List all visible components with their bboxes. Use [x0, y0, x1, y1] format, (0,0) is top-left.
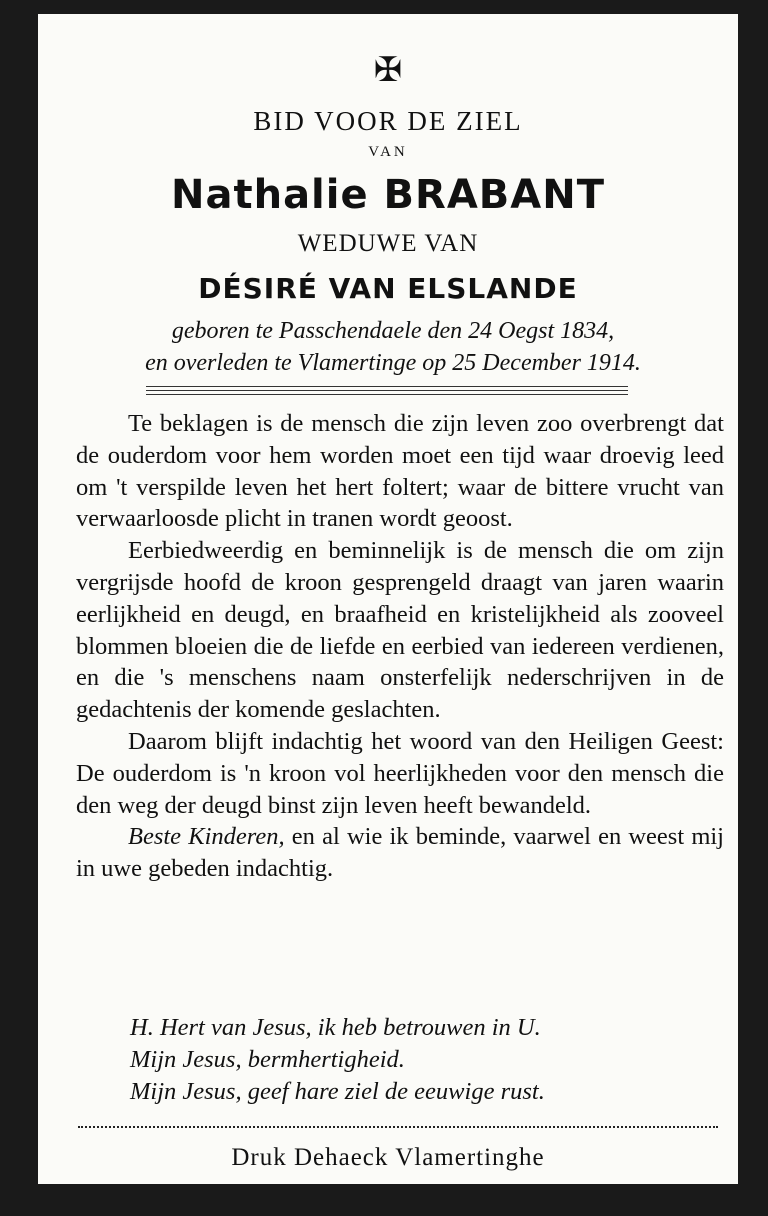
card-heading: BID VOOR DE ZIEL	[253, 106, 523, 136]
body-text	[76, 408, 724, 885]
prayer-line: Mijn Jesus, geef hare ziel de eeuwige rust.	[130, 1078, 545, 1105]
deceased-name: Nathalie BRABANT	[171, 172, 605, 218]
dotted-divider	[78, 1126, 718, 1128]
divider-rule	[146, 394, 628, 395]
memorial-card	[38, 14, 738, 1184]
death-line: en overleden te Vlamertinge op 25 December 1914.	[145, 350, 641, 376]
paragraph: Te beklagen is de mensch die zijn leven zoo overbrengt dat de ouderdom voor hem worden moet een tijd waar droevig leed om 't verspilde leven het hert foltert; waar de bittere vrucht van verwaarloosde plicht in tranen wordt geoost.	[76, 410, 724, 533]
prayer-line: Mijn Jesus, bermhertigheid.	[130, 1046, 405, 1073]
farewell-address: Beste Kinderen,	[128, 823, 285, 851]
divider-rule	[146, 390, 628, 391]
van-label: VAN	[368, 144, 408, 160]
spouse-name: DÉSIRÉ VAN ELSLANDE	[198, 272, 578, 305]
prayer-line: H. Hert van Jesus, ik heb betrouwen in U.	[130, 1014, 541, 1041]
cross-icon: ✠	[373, 52, 403, 89]
farewell-text: en al wie ik beminde, vaarwel en weest mij in uwe gebeden indachtig.	[76, 823, 724, 883]
farewell-paragraph	[76, 821, 724, 885]
birth-line: geboren te Passchendaele den 24 Oegst 1834,	[171, 318, 615, 344]
printer-credit: Druk Dehaeck Vlamertinghe	[231, 1144, 545, 1171]
widow-label: WEDUWE VAN	[297, 230, 479, 257]
paragraph: Daarom blijft indachtig het woord van den Heiligen Geest: De ouderdom is 'n kroon vol heerlijkheden voor den mensch die den weg der deugd binst zijn leven heeft bewandeld.	[76, 727, 724, 819]
paragraph: Eerbiedweerdig en beminnelijk is de mensch die om zijn vergrijsde hoofd de kroon gesprengeld draagt van jaren waarin eerlijkheid en deugd, en braafheid en kristelijkheid als zooveel blommen bloeien die de liefde en eerbied van iedereen verdienen, en die 's menschens naam onsterfelijk nederschrijven in de gedachtenis der komende geslachten.	[76, 537, 724, 724]
divider-rule	[146, 386, 628, 387]
